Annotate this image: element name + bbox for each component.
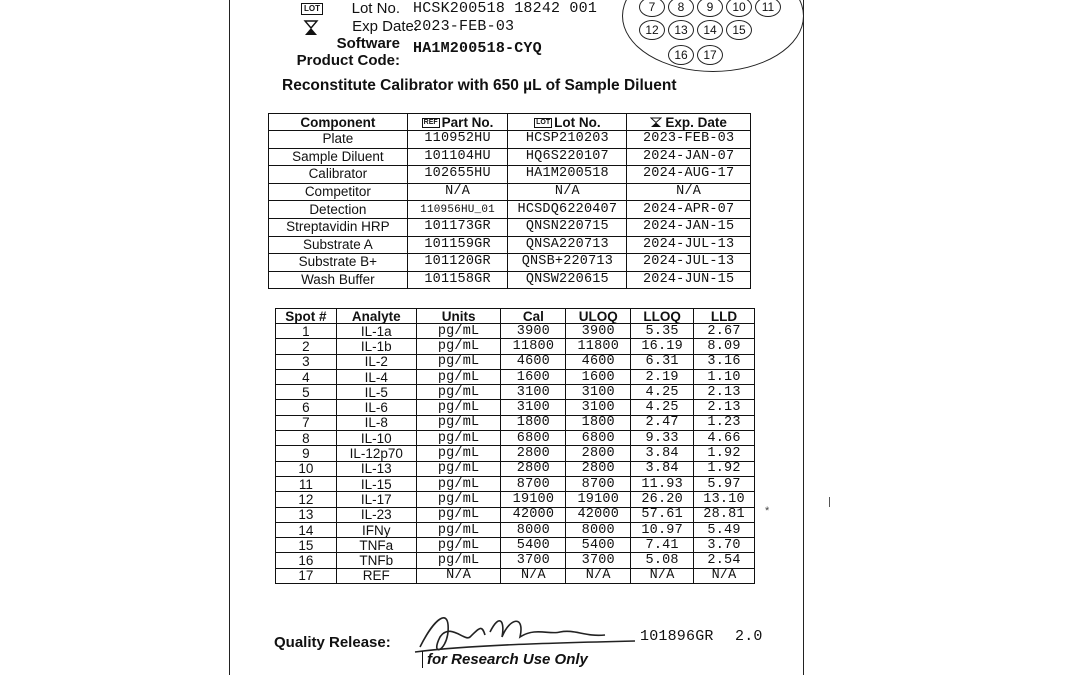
analyte-cell: N/A xyxy=(501,568,566,583)
analyte-cell: 3.84 xyxy=(631,461,694,476)
col-units: Units xyxy=(416,309,501,324)
analyte-cell: 4.25 xyxy=(631,400,694,415)
component-row xyxy=(269,236,751,254)
analyte-cell: 1800 xyxy=(566,415,631,430)
component-cell: N/A xyxy=(627,183,751,201)
analyte-cell: 1 xyxy=(276,324,337,339)
spot-16: 16 xyxy=(668,45,694,65)
analyte-cell: 28.81 xyxy=(694,507,755,522)
components-table xyxy=(268,113,751,289)
col-component: Component xyxy=(269,114,408,131)
component-cell: 110956HU_01 xyxy=(407,201,508,219)
analyte-cell: 5.35 xyxy=(631,324,694,339)
analyte-cell: IL-4 xyxy=(336,369,416,384)
analyte-row xyxy=(276,339,755,354)
spot-11: 11 xyxy=(755,0,781,17)
analyte-cell: 3100 xyxy=(501,400,566,415)
analyte-cell: 42000 xyxy=(566,507,631,522)
analyte-cell: 42000 xyxy=(501,507,566,522)
scan-mark: * xyxy=(765,505,770,517)
analyte-cell: IL-15 xyxy=(336,476,416,491)
analyte-cell: pg/mL xyxy=(416,339,501,354)
analyte-cell: 17 xyxy=(276,568,337,583)
analyte-cell: 8 xyxy=(276,431,337,446)
analyte-cell: pg/mL xyxy=(416,446,501,461)
analyte-cell: 2800 xyxy=(566,461,631,476)
col-spot: Spot # xyxy=(276,309,337,324)
component-cell: 2023-FEB-03 xyxy=(627,131,751,149)
analyte-cell: N/A xyxy=(566,568,631,583)
analyte-cell: 5.97 xyxy=(694,476,755,491)
analyte-row xyxy=(276,324,755,339)
analyte-cell: 3.84 xyxy=(631,446,694,461)
col-lloq: LLOQ xyxy=(631,309,694,324)
quality-release-label: Quality Release: xyxy=(274,634,391,651)
hourglass-icon xyxy=(650,117,662,128)
component-cell: 2024-JAN-07 xyxy=(627,148,751,166)
component-cell: 101159GR xyxy=(407,236,508,254)
analyte-cell: 2.47 xyxy=(631,415,694,430)
analyte-cell: 5400 xyxy=(501,538,566,553)
lot-tag: LOT xyxy=(536,118,551,126)
spot-8: 8 xyxy=(668,0,694,17)
analyte-cell: IL-1b xyxy=(336,339,416,354)
analyte-cell: IL-12p70 xyxy=(336,446,416,461)
analyte-cell: 2800 xyxy=(566,446,631,461)
analyte-cell: IL-23 xyxy=(336,507,416,522)
analyte-cell: pg/mL xyxy=(416,385,501,400)
analyte-cell: 15 xyxy=(276,538,337,553)
component-row xyxy=(269,166,751,184)
analyte-row xyxy=(276,492,755,507)
component-cell: Wash Buffer xyxy=(269,271,408,289)
component-row xyxy=(269,254,751,272)
component-cell: QNSB+220713 xyxy=(508,254,627,272)
analyte-cell: 5 xyxy=(276,385,337,400)
analyte-cell: 6800 xyxy=(501,431,566,446)
analyte-cell: pg/mL xyxy=(416,324,501,339)
component-cell: 2024-AUG-17 xyxy=(627,166,751,184)
analyte-row xyxy=(276,568,755,583)
analyte-cell: 3900 xyxy=(566,324,631,339)
analyte-cell: 1800 xyxy=(501,415,566,430)
component-cell: HCSDQ6220407 xyxy=(508,201,627,219)
component-cell: HA1M200518 xyxy=(508,166,627,184)
component-cell: 101158GR xyxy=(407,271,508,289)
spot-layout-diagram xyxy=(622,0,804,72)
analyte-cell: 2.19 xyxy=(631,369,694,384)
analyte-cell: 2800 xyxy=(501,446,566,461)
analyte-cell: 19100 xyxy=(566,492,631,507)
analyte-cell: 4600 xyxy=(566,354,631,369)
analyte-cell: 1.23 xyxy=(694,415,755,430)
col-analyte: Analyte xyxy=(336,309,416,324)
analyte-cell: 5.08 xyxy=(631,553,694,568)
spot-12: 12 xyxy=(639,20,665,40)
analyte-cell: pg/mL xyxy=(416,369,501,384)
analyte-cell: 19100 xyxy=(501,492,566,507)
analyte-cell: pg/mL xyxy=(416,461,501,476)
component-cell: 2024-JAN-15 xyxy=(627,218,751,236)
analyte-cell: IL-5 xyxy=(336,385,416,400)
analyte-cell: 1.92 xyxy=(694,461,755,476)
component-cell: HQ6S220107 xyxy=(508,148,627,166)
component-cell: 2024-JUL-13 xyxy=(627,254,751,272)
analyte-cell: pg/mL xyxy=(416,522,501,537)
exp-date-value: 2023-FEB-03 xyxy=(413,18,515,35)
analyte-cell: IL-8 xyxy=(336,415,416,430)
software-product-code: HA1M200518-CYQ xyxy=(413,40,542,57)
component-cell: HCSP210203 xyxy=(508,131,627,149)
analyte-cell: pg/mL xyxy=(416,415,501,430)
analyte-cell: IFNy xyxy=(336,522,416,537)
analyte-cell: 8700 xyxy=(501,476,566,491)
analyte-row xyxy=(276,400,755,415)
spot-15: 15 xyxy=(726,20,752,40)
analyte-cell: 11.93 xyxy=(631,476,694,491)
exp-date-label: Exp Date: xyxy=(352,18,418,35)
col-part-no: REF Part No. xyxy=(407,114,508,131)
analyte-cell: 3100 xyxy=(566,400,631,415)
component-cell: Competitor xyxy=(269,183,408,201)
component-cell: QNSN220715 xyxy=(508,218,627,236)
reconstitution-instruction: Reconstitute Calibrator with 650 µL of Sample Diluent xyxy=(282,77,677,94)
analyte-cell: 6800 xyxy=(566,431,631,446)
lot-label: Lot No. xyxy=(351,0,400,17)
analyte-cell: IL-6 xyxy=(336,400,416,415)
analyte-row xyxy=(276,446,755,461)
analyte-cell: 9.33 xyxy=(631,431,694,446)
spot-14: 14 xyxy=(697,20,723,40)
analyte-cell: 4.25 xyxy=(631,385,694,400)
analyte-cell: 1.10 xyxy=(694,369,755,384)
component-cell: 101120GR xyxy=(407,254,508,272)
certificate-sheet xyxy=(229,0,804,675)
analyte-cell: pg/mL xyxy=(416,507,501,522)
analyte-cell: 2.67 xyxy=(694,324,755,339)
analyte-cell: N/A xyxy=(416,568,501,583)
component-cell: Plate xyxy=(269,131,408,149)
product-code-label: Product Code: xyxy=(296,52,400,69)
software-label: Software xyxy=(336,35,400,52)
analyte-cell: 57.61 xyxy=(631,507,694,522)
analyte-row xyxy=(276,461,755,476)
analyte-cell: pg/mL xyxy=(416,492,501,507)
col-uloq: ULOQ xyxy=(566,309,631,324)
analyte-cell: 4 xyxy=(276,369,337,384)
analyte-row xyxy=(276,522,755,537)
analyte-cell: N/A xyxy=(694,568,755,583)
analyte-row xyxy=(276,538,755,553)
analyte-cell: 3700 xyxy=(566,553,631,568)
component-cell: Streptavidin HRP xyxy=(269,218,408,236)
analyte-cell: 16 xyxy=(276,553,337,568)
component-cell: QNSA220713 xyxy=(508,236,627,254)
analyte-cell: 3100 xyxy=(566,385,631,400)
analyte-cell: 2.13 xyxy=(694,400,755,415)
col-exp-date: Exp. Date xyxy=(627,114,751,131)
component-cell: 101104HU xyxy=(407,148,508,166)
analyte-row xyxy=(276,476,755,491)
component-cell: 101173GR xyxy=(407,218,508,236)
analyte-row xyxy=(276,507,755,522)
spot-9: 9 xyxy=(697,0,723,17)
component-cell: 2024-JUN-15 xyxy=(627,271,751,289)
spot-7: 7 xyxy=(639,0,665,17)
analyte-cell: pg/mL xyxy=(416,476,501,491)
analyte-row xyxy=(276,415,755,430)
analyte-cell: 3900 xyxy=(501,324,566,339)
ref-tag: REF xyxy=(423,118,438,126)
analyte-cell: 13.10 xyxy=(694,492,755,507)
analyte-cell: 16.19 xyxy=(631,339,694,354)
analyte-cell: pg/mL xyxy=(416,553,501,568)
analyte-cell: 6.31 xyxy=(631,354,694,369)
analyte-cell: 7.41 xyxy=(631,538,694,553)
analyte-cell: 1600 xyxy=(566,369,631,384)
component-row xyxy=(269,201,751,219)
analyte-cell: 11800 xyxy=(566,339,631,354)
analyte-cell: IL-17 xyxy=(336,492,416,507)
analyte-cell: 13 xyxy=(276,507,337,522)
analyte-cell: TNFa xyxy=(336,538,416,553)
component-cell: 102655HU xyxy=(407,166,508,184)
component-cell: Detection xyxy=(269,201,408,219)
lot-icon: LOT xyxy=(301,3,323,15)
col-lld: LLD xyxy=(694,309,755,324)
analyte-cell: TNFb xyxy=(336,553,416,568)
analyte-cell: 11800 xyxy=(501,339,566,354)
analyte-cell: 3700 xyxy=(501,553,566,568)
analyte-cell: 8700 xyxy=(566,476,631,491)
component-row xyxy=(269,271,751,289)
analyte-cell: 3 xyxy=(276,354,337,369)
analyte-cell: 5400 xyxy=(566,538,631,553)
component-row xyxy=(269,218,751,236)
analyte-cell: 9 xyxy=(276,446,337,461)
component-cell: Substrate B+ xyxy=(269,254,408,272)
component-cell: Calibrator xyxy=(269,166,408,184)
analyte-cell: REF xyxy=(336,568,416,583)
analyte-cell: 10.97 xyxy=(631,522,694,537)
scan-mark-line xyxy=(829,497,830,507)
analyte-cell: 4.66 xyxy=(694,431,755,446)
spot-10: 10 xyxy=(726,0,752,17)
component-cell: Sample Diluent xyxy=(269,148,408,166)
component-cell: 2024-APR-07 xyxy=(627,201,751,219)
analyte-cell: 10 xyxy=(276,461,337,476)
analyte-cell: 26.20 xyxy=(631,492,694,507)
document-version: 2.0 xyxy=(735,628,763,645)
analyte-row xyxy=(276,385,755,400)
analyte-cell: 11 xyxy=(276,476,337,491)
analyte-cell: 1.92 xyxy=(694,446,755,461)
analyte-cell: IL-1a xyxy=(336,324,416,339)
document-number: 101896GR xyxy=(640,628,714,645)
analyte-cell: pg/mL xyxy=(416,538,501,553)
component-cell: 110952HU xyxy=(407,131,508,149)
analyte-cell: 2.13 xyxy=(694,385,755,400)
research-use-notice: for Research Use Only xyxy=(422,651,588,668)
analyte-cell: 5.49 xyxy=(694,522,755,537)
analyte-cell: 2.54 xyxy=(694,553,755,568)
analyte-cell: 1600 xyxy=(501,369,566,384)
analyte-cell: IL-13 xyxy=(336,461,416,476)
analyte-cell: 8.09 xyxy=(694,339,755,354)
analyte-cell: 8000 xyxy=(566,522,631,537)
analyte-cell: 8000 xyxy=(501,522,566,537)
analyte-cell: IL-10 xyxy=(336,431,416,446)
analyte-row xyxy=(276,431,755,446)
component-cell: 2024-JUL-13 xyxy=(627,236,751,254)
analyte-row xyxy=(276,369,755,384)
analyte-row xyxy=(276,553,755,568)
analyte-cell: pg/mL xyxy=(416,431,501,446)
lot-value: HCSK200518 18242 001 xyxy=(413,0,598,17)
analyte-cell: 2800 xyxy=(501,461,566,476)
analyte-cell: 6 xyxy=(276,400,337,415)
component-cell: N/A xyxy=(407,183,508,201)
analyte-row xyxy=(276,354,755,369)
spot-13: 13 xyxy=(668,20,694,40)
analyte-cell: 2 xyxy=(276,339,337,354)
analyte-cell: 3.16 xyxy=(694,354,755,369)
component-row xyxy=(269,148,751,166)
component-cell: Substrate A xyxy=(269,236,408,254)
analyte-cell: 14 xyxy=(276,522,337,537)
col-cal: Cal xyxy=(501,309,566,324)
analyte-cell: 7 xyxy=(276,415,337,430)
component-cell: QNSW220615 xyxy=(508,271,627,289)
analyte-cell: pg/mL xyxy=(416,400,501,415)
analyte-cell: N/A xyxy=(631,568,694,583)
analyte-cell: 4600 xyxy=(501,354,566,369)
analyte-cell: 3.70 xyxy=(694,538,755,553)
component-cell: N/A xyxy=(508,183,627,201)
component-row xyxy=(269,131,751,149)
component-row xyxy=(269,183,751,201)
analyte-cell: 3100 xyxy=(501,385,566,400)
col-lot-no: LOT Lot No. xyxy=(508,114,627,131)
analyte-cell: IL-2 xyxy=(336,354,416,369)
analytes-table xyxy=(275,308,755,584)
analyte-cell: pg/mL xyxy=(416,354,501,369)
analyte-cell: 12 xyxy=(276,492,337,507)
spot-17: 17 xyxy=(697,45,723,65)
